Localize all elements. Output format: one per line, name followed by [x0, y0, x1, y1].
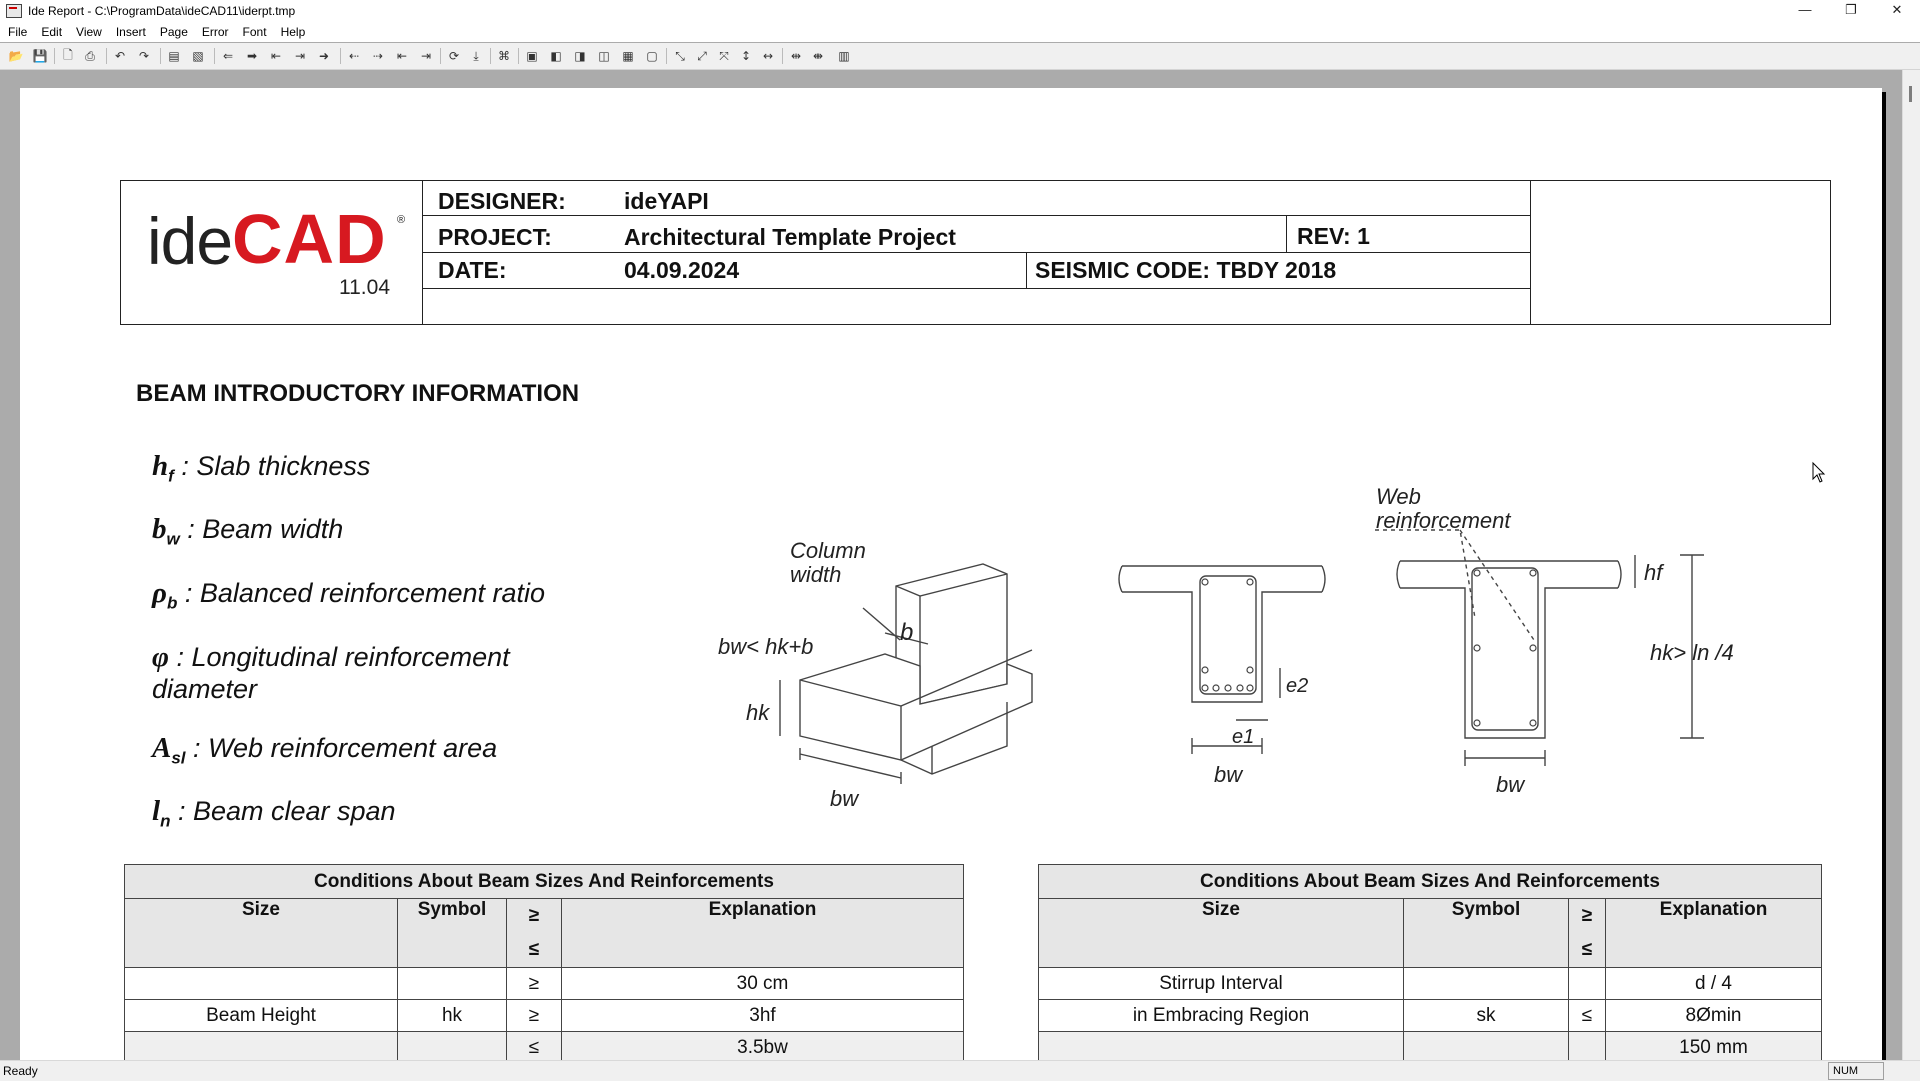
- cell-exp: 150 mm: [1606, 1032, 1822, 1064]
- toolbar-separator: [106, 48, 107, 64]
- cell-symbol: sk: [1404, 1000, 1569, 1032]
- tree-icon[interactable]: ⌘: [498, 49, 510, 63]
- label-web-reinforcement: Web: [1376, 484, 1421, 509]
- report-header: [120, 180, 1831, 325]
- cell-exp: 3.5bw: [562, 1032, 964, 1064]
- toolbar-separator: [340, 48, 341, 64]
- col-symbol: Symbol: [398, 899, 507, 968]
- label-web-reinforcement-2: reinforcement: [1376, 508, 1511, 533]
- col-explanation: Explanation: [562, 899, 964, 968]
- designer-value: ideYAPI: [624, 188, 709, 214]
- cell-op: ≥: [507, 1000, 562, 1032]
- toolbar-separator: [782, 48, 783, 64]
- menu-file[interactable]: File: [8, 25, 28, 39]
- cell-size: Beam Height: [125, 1000, 398, 1032]
- cell-symbol: hk: [398, 1000, 507, 1032]
- label-column-width-2: width: [790, 562, 842, 587]
- cell-size: [1039, 1032, 1404, 1064]
- rev-cell: [1286, 216, 1370, 252]
- redo-icon[interactable]: ↷: [138, 49, 150, 63]
- table-row: [125, 1000, 964, 1032]
- label-hk: hk: [746, 700, 770, 725]
- toolbar-separator: [440, 48, 441, 64]
- undo-icon[interactable]: ↶: [114, 49, 126, 63]
- prev-disabled-icon[interactable]: ⇠: [348, 49, 360, 63]
- status-text: Ready: [3, 1064, 38, 1078]
- scroll-thumb[interactable]: [1909, 86, 1912, 102]
- minimize-icon[interactable]: —: [1798, 2, 1812, 17]
- designer-row: [422, 181, 1530, 216]
- col-ge: ≥: [1581, 905, 1593, 926]
- menu-edit[interactable]: Edit: [41, 25, 63, 39]
- col-ge: ≥: [528, 905, 540, 926]
- num-lock-indicator: NUM: [1828, 1062, 1884, 1080]
- date-value: 04.09.2024: [624, 257, 740, 283]
- menu-bar: [0, 22, 1920, 42]
- cell-size: [125, 968, 398, 1000]
- toolbar-separator: [666, 48, 667, 64]
- menu-help[interactable]: Help: [280, 25, 306, 39]
- print-icon[interactable]: ⎙: [85, 48, 95, 63]
- def-hf-symbol: h: [152, 450, 169, 482]
- window-title: Ide Report - C:\ProgramData\ideCAD11\iderpt.tmp: [28, 4, 296, 18]
- refresh-icon[interactable]: ⟳: [448, 49, 460, 63]
- def-phi-symbol: φ: [152, 641, 169, 673]
- col-operator: [1569, 899, 1606, 968]
- web-rebar-points: [1474, 570, 1536, 726]
- menu-error[interactable]: Error: [201, 25, 229, 39]
- grid-icon[interactable]: ▦: [622, 49, 634, 63]
- logo-ide: ide: [147, 204, 233, 278]
- logo-version: 11.04: [339, 276, 390, 299]
- def-bw-symbol: b: [152, 513, 167, 545]
- frame-right-icon[interactable]: ◨: [574, 49, 586, 63]
- label-hk-gt: hk> ln /4: [1650, 640, 1734, 665]
- table-left-caption: Conditions About Beam Sizes And Reinforcements: [125, 865, 964, 899]
- project-value: Architectural Template Project: [624, 224, 956, 250]
- date-row: [422, 253, 1530, 289]
- cell-op: [1569, 968, 1606, 1000]
- def-ln-sub: n: [160, 811, 171, 831]
- definition-rho: [152, 577, 545, 613]
- arrow-last-icon[interactable]: ⇥: [294, 49, 306, 63]
- idecad-logo: [121, 181, 423, 324]
- print-preview-icon[interactable]: 🗋: [63, 47, 73, 62]
- save-icon[interactable]: 💾: [32, 49, 48, 63]
- report-page: [20, 88, 1882, 1060]
- cell-symbol: [398, 968, 507, 1000]
- table-right-caption: Conditions About Beam Sizes And Reinforcements: [1039, 865, 1822, 899]
- table-row: [1039, 1032, 1822, 1064]
- open-folder-icon[interactable]: 📂: [8, 49, 24, 63]
- col-le: ≤: [528, 939, 540, 960]
- col-explanation: Explanation: [1606, 899, 1822, 968]
- first-disabled-icon[interactable]: ⇤: [396, 49, 408, 63]
- definition-hf: [152, 450, 370, 486]
- insert-icon[interactable]: ⤓: [473, 48, 479, 63]
- fit-icon[interactable]: ⤧: [719, 48, 729, 63]
- cell-exp: d / 4: [1606, 968, 1822, 1000]
- vertical-scrollbar[interactable]: [1902, 70, 1920, 1060]
- definition-asl: [152, 732, 497, 768]
- seismic-code: SEISMIC CODE: TBDY 2018: [1035, 257, 1337, 283]
- arrow-first-icon[interactable]: ⇤: [270, 49, 282, 63]
- def-phi-text2: diameter: [152, 674, 258, 704]
- cell-op: [1569, 1032, 1606, 1064]
- cell-op: ≤: [1569, 1000, 1606, 1032]
- label-bw-3: bw: [1496, 772, 1525, 797]
- def-bw-text: : Beam width: [179, 514, 344, 544]
- def-rho-sub: b: [166, 593, 178, 613]
- def-hf-sub: f: [168, 466, 174, 486]
- table-row: [125, 1032, 964, 1064]
- label-column-width: Column: [790, 538, 866, 563]
- cell-symbol: [398, 1032, 507, 1064]
- logo-registered: ®: [397, 214, 406, 226]
- frame-icon[interactable]: ▣: [526, 49, 538, 63]
- page-width-icon[interactable]: ⇹: [790, 49, 802, 63]
- table-row: [1039, 1000, 1822, 1032]
- date-label: DATE:: [438, 257, 507, 283]
- cell-exp: 8Ømin: [1606, 1000, 1822, 1032]
- label-hf: hf: [1644, 560, 1663, 585]
- conditions-table-right: [1038, 864, 1822, 1064]
- definition-ln: [152, 795, 396, 831]
- definition-bw: [152, 513, 343, 549]
- label-bw-lt: bw< hk+b: [718, 634, 814, 659]
- menu-view[interactable]: View: [76, 25, 102, 39]
- section-title: BEAM INTRODUCTORY INFORMATION: [136, 380, 580, 407]
- cell-size: [125, 1032, 398, 1064]
- cell-symbol: [1404, 968, 1569, 1000]
- menu-insert[interactable]: Insert: [115, 25, 146, 39]
- label-e1: e1: [1232, 726, 1255, 748]
- isometric-beam-drawing: [780, 564, 1032, 784]
- zoom-out-icon[interactable]: ⤢: [697, 48, 707, 63]
- cell-size: in Embracing Region: [1039, 1000, 1404, 1032]
- window-controls: [1782, 0, 1920, 22]
- title-bar: [0, 0, 1920, 22]
- t-beam-cover-drawing: [1119, 566, 1325, 754]
- def-asl-text: : Web reinforcement area: [185, 733, 498, 763]
- toolbar-separator: [160, 48, 161, 64]
- toolbar-separator: [490, 48, 491, 64]
- mouse-cursor-icon: [1812, 462, 1826, 484]
- def-ln-text: : Beam clear span: [170, 796, 396, 826]
- table-row: [125, 968, 964, 1000]
- menu-font[interactable]: Font: [242, 25, 267, 39]
- arrow-left-icon[interactable]: ⇐: [222, 49, 234, 63]
- seismic-cell: [1026, 253, 1337, 288]
- fit-width-icon[interactable]: ↔: [762, 49, 774, 63]
- toolbar-separator: [214, 48, 215, 64]
- def-rho-symbol: ρ: [152, 577, 167, 609]
- help-page-icon[interactable]: ▧: [192, 49, 204, 63]
- def-ln-symbol: l: [152, 795, 161, 827]
- toolbar: [0, 43, 1920, 70]
- frame-disabled-icon[interactable]: ▢: [646, 49, 658, 63]
- fit-height-icon[interactable]: ↕: [740, 49, 752, 63]
- col-size: Size: [125, 899, 398, 968]
- label-bw-2: bw: [1214, 762, 1243, 787]
- zoom-icon[interactable]: ⤡: [675, 48, 685, 63]
- beam-diagrams: [660, 458, 1734, 898]
- col-operator: [507, 899, 562, 968]
- status-bar: [0, 1060, 1920, 1081]
- page-expand-icon[interactable]: ⇼: [812, 49, 824, 63]
- def-rho-text: : Balanced reinforcement ratio: [177, 578, 546, 608]
- cell-size: Stirrup Interval: [1039, 968, 1404, 1000]
- def-asl-sub: sl: [171, 748, 186, 768]
- def-bw-sub: w: [166, 529, 180, 549]
- cell-exp: 3hf: [562, 1000, 964, 1032]
- project-row: [422, 216, 1530, 253]
- def-asl-symbol: A: [152, 732, 172, 764]
- rev-value: REV: 1: [1297, 223, 1370, 249]
- label-e2: e2: [1286, 675, 1309, 697]
- conditions-table-left: [124, 864, 964, 1064]
- project-label: PROJECT:: [438, 224, 552, 250]
- def-phi-text: : Longitudinal reinforcement: [168, 642, 510, 672]
- cell-op: ≤: [507, 1032, 562, 1064]
- col-le: ≤: [1581, 939, 1593, 960]
- header-info: [422, 181, 1531, 324]
- definition-phi: [152, 641, 510, 705]
- maximize-icon[interactable]: ❐: [1845, 2, 1857, 17]
- close-icon[interactable]: ✕: [1891, 2, 1903, 17]
- rebar-points: [1202, 579, 1253, 691]
- page-list-icon[interactable]: ▤: [168, 49, 180, 63]
- col-size: Size: [1039, 899, 1404, 968]
- toolbar-separator: [54, 48, 55, 64]
- cell-exp: 30 cm: [562, 968, 964, 1000]
- cell-op: ≥: [507, 968, 562, 1000]
- label-bw-1: bw: [830, 786, 859, 811]
- col-symbol: Symbol: [1404, 899, 1569, 968]
- frame-left-icon[interactable]: ◧: [550, 49, 562, 63]
- frame-split-icon[interactable]: ◫: [598, 49, 610, 63]
- toolbar-separator: [518, 48, 519, 64]
- app-icon: [6, 4, 22, 18]
- label-b: b: [900, 619, 914, 646]
- designer-label: DESIGNER:: [438, 188, 566, 214]
- menu-page[interactable]: Page: [159, 25, 188, 39]
- logo-cad: CAD: [232, 200, 387, 278]
- cell-symbol: [1404, 1032, 1569, 1064]
- table-row: [1039, 968, 1822, 1000]
- arrow-goto-icon[interactable]: ➜: [318, 49, 330, 63]
- def-hf-text: : Slab thickness: [173, 451, 371, 481]
- next-disabled-icon[interactable]: ⇢: [372, 49, 384, 63]
- last-disabled-icon[interactable]: ⇥: [420, 49, 432, 63]
- columns-icon[interactable]: ▥: [838, 49, 850, 63]
- arrow-right-icon[interactable]: ➡: [246, 49, 258, 63]
